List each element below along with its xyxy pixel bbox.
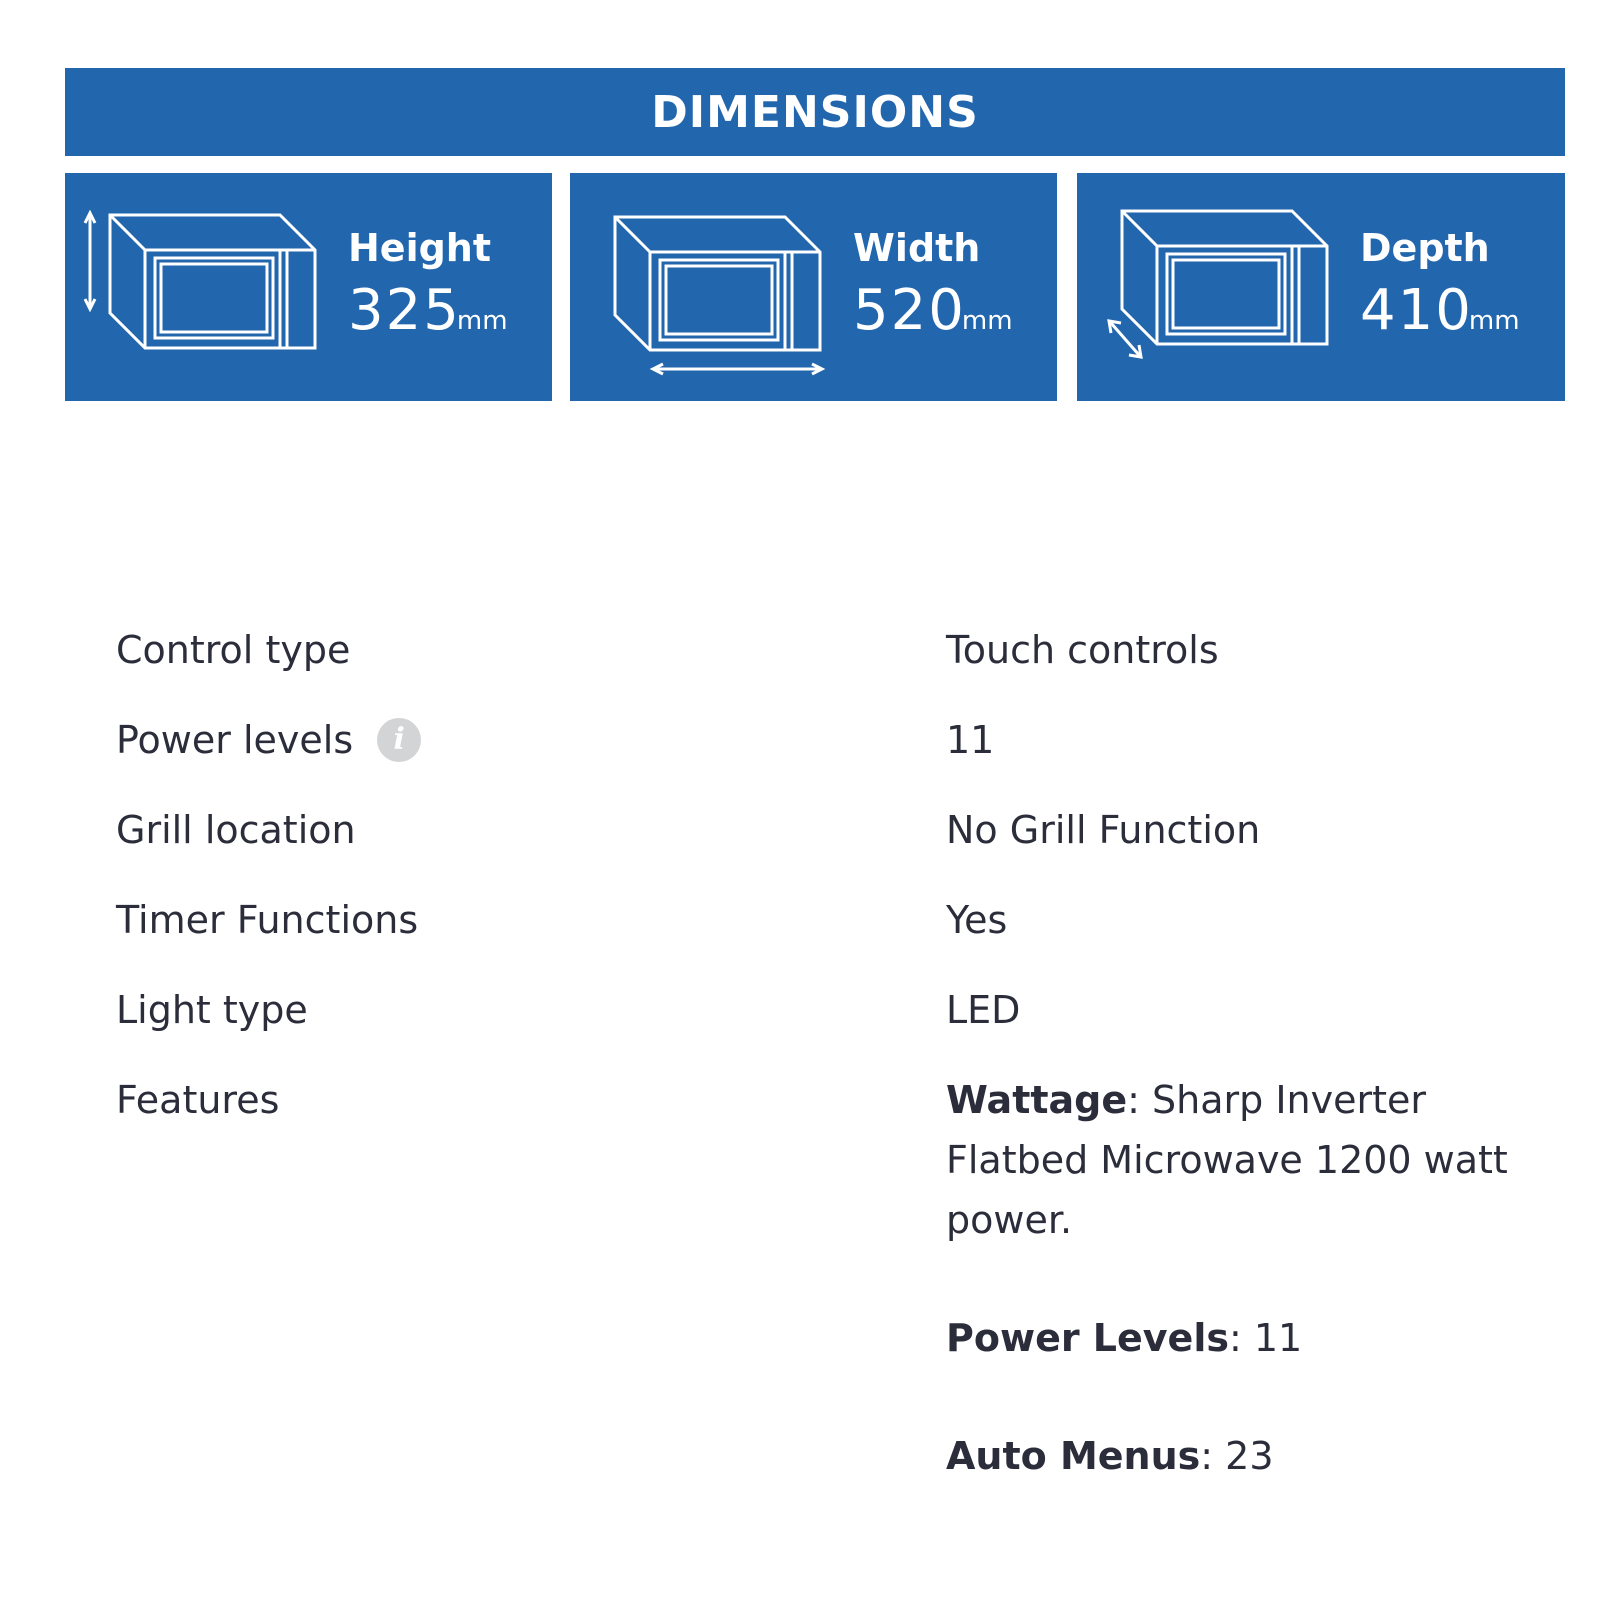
- feature-item-power-levels: [946, 1308, 1566, 1368]
- spec-row-features: [116, 1070, 1566, 1486]
- spec-row-control-type: [116, 620, 1566, 710]
- spec-label: Features: [116, 1078, 280, 1122]
- spec-row-power-levels: [116, 710, 1566, 800]
- feature-key: Power Levels: [946, 1316, 1229, 1360]
- features-list: [946, 1070, 1566, 1486]
- spec-value: Touch controls: [946, 628, 1219, 672]
- specifications-table: [116, 620, 1566, 1486]
- microwave-width-icon: [570, 173, 840, 401]
- depth-value: 410: [1360, 278, 1473, 343]
- depth-unit: mm: [1468, 306, 1520, 336]
- width-value: 520: [853, 278, 966, 343]
- feature-text: : 23: [1200, 1434, 1274, 1478]
- height-label: Height: [348, 226, 492, 270]
- spec-value: LED: [946, 988, 1021, 1032]
- height-value: 325: [348, 278, 461, 343]
- microwave-depth-icon: [1077, 173, 1347, 401]
- dimension-tile-depth: [1077, 173, 1565, 401]
- feature-item-auto-menus: [946, 1426, 1566, 1486]
- width-label: Width: [853, 226, 981, 270]
- spec-label: Light type: [116, 988, 308, 1032]
- spec-label: Power levels: [116, 718, 354, 762]
- width-unit: mm: [961, 306, 1013, 336]
- feature-key: Auto Menus: [946, 1434, 1201, 1478]
- spec-row-grill-location: [116, 800, 1566, 890]
- spec-label: Timer Functions: [116, 898, 419, 942]
- feature-text: : Sharp Inverter Flatbed Microwave 1200 watt power.: [946, 1078, 1508, 1242]
- dimensions-banner: [65, 68, 1565, 156]
- depth-label: Depth: [1360, 226, 1490, 270]
- microwave-height-icon: [65, 173, 335, 401]
- spec-value: Yes: [946, 898, 1008, 942]
- spec-value: No Grill Function: [946, 808, 1261, 852]
- dimension-tile-width: [570, 173, 1057, 401]
- height-unit: mm: [456, 306, 508, 336]
- spec-label: Control type: [116, 628, 351, 672]
- feature-key: Wattage: [946, 1078, 1128, 1122]
- dimensions-title: DIMENSIONS: [651, 86, 979, 138]
- spec-value: 11: [946, 718, 995, 762]
- dimension-tile-height: [65, 173, 552, 401]
- spec-row-light-type: [116, 980, 1566, 1070]
- feature-text: : 11: [1228, 1316, 1303, 1360]
- info-icon[interactable]: i: [377, 718, 421, 762]
- spec-row-timer-functions: [116, 890, 1566, 980]
- feature-item-wattage: [946, 1070, 1566, 1250]
- spec-label: Grill location: [116, 808, 356, 852]
